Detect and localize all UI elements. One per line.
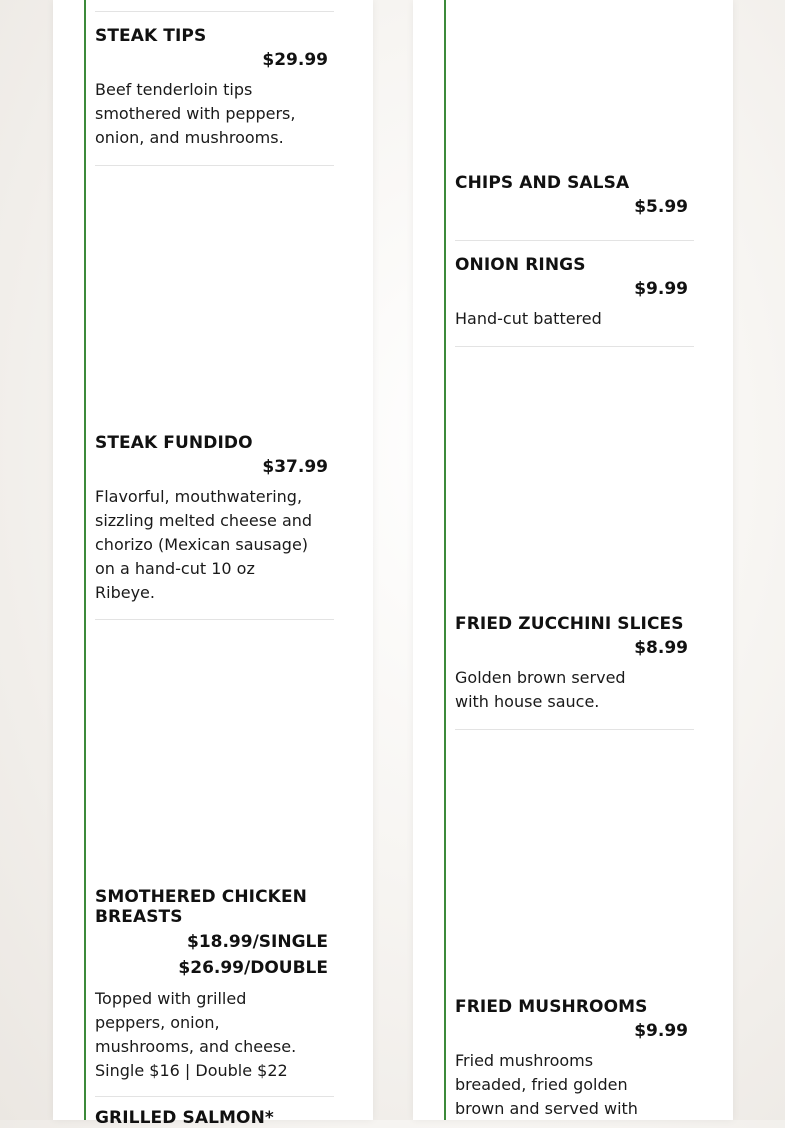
item-description: Hand-cut battered (455, 309, 602, 328)
menu-item-steak-tips[interactable] (95, 26, 334, 156)
item-price: $9.99 (634, 1021, 688, 1041)
menu-item-onion-rings[interactable] (455, 255, 694, 340)
menu-item-fried-zucchini[interactable] (455, 614, 694, 724)
item-image-placeholder (95, 620, 334, 880)
item-name: FRIED ZUCCHINI SLICES (455, 614, 684, 634)
item-name: STEAK TIPS (95, 26, 207, 46)
menu-item-smothered-chicken[interactable] (95, 887, 334, 1087)
item-price: $5.99 (634, 197, 688, 217)
item-price: $9.99 (634, 279, 688, 299)
item-name: GRILLED SALMON* (95, 1108, 274, 1128)
column-accent-rule (84, 0, 86, 1120)
item-name: CHIPS AND SALSA (455, 173, 630, 193)
item-name: FRIED MUSHROOMS (455, 997, 648, 1017)
menu-item-fried-mushrooms[interactable] (455, 997, 694, 1120)
item-separator (95, 1096, 334, 1097)
item-name: ONION RINGS (455, 255, 586, 275)
item-description: Beef tenderloin tips smothered with peppers, onion, and mushrooms. (95, 80, 296, 147)
item-name: SMOTHERED CHICKEN BREASTS (95, 887, 308, 927)
item-image-placeholder (455, 0, 694, 165)
item-name: STEAK FUNDIDO (95, 433, 253, 453)
item-image-placeholder (455, 730, 694, 990)
column-accent-rule (444, 0, 446, 1120)
menu-item-steak-fundido[interactable] (95, 433, 334, 613)
item-image-placeholder (95, 166, 334, 426)
item-image-placeholder (455, 347, 694, 607)
item-separator (455, 240, 694, 241)
item-description: Fried mushrooms breaded, fried golden brown and served with (455, 1051, 638, 1118)
menu-column-left (53, 0, 373, 1128)
item-description: Topped with grilled peppers, onion, mushrooms, and cheese. Single $16 | Double $22 (95, 989, 297, 1080)
menu-item-grilled-salmon[interactable] (95, 1108, 334, 1128)
menu-column-right (413, 0, 733, 1120)
item-description: Golden brown served with house sauce. (455, 668, 626, 711)
item-price: $29.99 (262, 50, 328, 70)
item-price: $8.99 (634, 638, 688, 658)
item-price: $37.99 (262, 457, 328, 477)
item-description: Flavorful, mouthwatering, sizzling melted cheese and chorizo (Mexican sausage) on a hand-cut 10 oz Ribeye. (95, 487, 313, 602)
item-separator (95, 11, 334, 12)
item-price-double: $26.99/DOUBLE (178, 958, 328, 978)
menu-item-chips-and-salsa[interactable] (455, 173, 694, 233)
item-price-single: $18.99/SINGLE (186, 932, 328, 952)
